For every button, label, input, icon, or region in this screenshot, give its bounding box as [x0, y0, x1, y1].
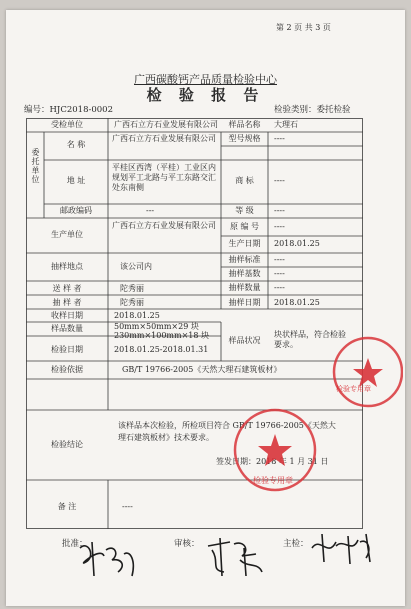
grade-value: ----: [274, 206, 285, 215]
original-no-value: ----: [274, 222, 285, 231]
sample-quantity-label: 样品数量: [51, 324, 83, 333]
sample-state-label: 样品状况: [228, 336, 261, 345]
inspected-unit-value: 广西石立方石业发展有限公司: [114, 120, 218, 129]
sampling-date-label: 抽样日期: [228, 298, 261, 307]
postcode-label: 邮政编码: [60, 206, 92, 215]
report-title: 检 验 报 告: [146, 86, 265, 104]
client-address-label: 地 址: [66, 176, 86, 185]
sampling-standard-label: 抽样标准: [228, 255, 261, 264]
review-label: 审核：: [174, 539, 200, 549]
test-basis-label: 检验依据: [51, 365, 83, 374]
inspection-type: 检验类别：委托检验: [274, 105, 351, 115]
test-basis-value: GB/T 19766-2005《天然大理石建筑板材》: [122, 365, 282, 374]
sampling-quantity-label: 抽样数量: [228, 283, 261, 292]
seal-right-text: 检验专用章: [336, 385, 371, 393]
model-label: 型号规格: [228, 134, 261, 143]
sampler-value: 陀秀丽: [120, 298, 144, 307]
postcode-value: ---: [146, 206, 155, 215]
sample-quantity-value-1: 50mm×50mm×29 块: [114, 322, 199, 331]
model-value: ----: [274, 134, 285, 143]
producer-label: 生产单位: [51, 230, 83, 239]
receive-date-value: 2018.01.25: [114, 311, 160, 320]
center-name: 广西碳酸钙产品质量检验中心: [134, 73, 277, 86]
remarks-label: 备 注: [57, 502, 77, 511]
sampling-base-label: 抽样基数: [228, 269, 261, 278]
sampling-base-value: ----: [274, 269, 285, 278]
approve-label: 批准：: [62, 539, 88, 549]
sample-name-value: 大理石: [274, 120, 298, 129]
conclusion-label: 检验结论: [51, 440, 83, 449]
sample-name-label: 样品名称: [228, 120, 261, 129]
conclusion-value: 该样品本次检验，所检项目符合 GB/T 19766-2005《天然大理石建筑板材》技术要求。: [118, 421, 336, 442]
grade-label: 等 级: [235, 206, 254, 215]
test-date-value: 2018.01.25-2018.01.31: [114, 345, 209, 354]
production-date-label: 生产日期: [228, 239, 261, 248]
sampling-place-label: 抽样地点: [51, 262, 83, 271]
original-no-label: 原 编 号: [229, 222, 260, 231]
client-address-value: 平桂区西湾（平桂）工业区内规划平工北路与平工东路交汇处东南侧: [112, 163, 216, 192]
main-tester-signature: [308, 528, 378, 568]
sampling-standard-value: ----: [274, 255, 285, 264]
sample-state-value: 块状样品，符合检验要求。: [274, 330, 346, 349]
deliverer-value: 陀秀丽: [120, 284, 144, 293]
sampling-date-value: 2018.01.25: [274, 298, 320, 307]
sample-quantity-value-2: 230mm×100mm×18 块: [114, 331, 210, 340]
trademark-label: 商 标: [235, 176, 254, 185]
reviewer-signature: [200, 532, 270, 580]
client-name-value: 广西石立方石业发展有限公司: [112, 134, 216, 143]
inspection-seal-right: [323, 332, 403, 412]
issue-date: 签发日期：2018 年 1 月 31 日: [216, 457, 329, 466]
test-date-label: 检验日期: [51, 345, 83, 354]
report-number: 编号：HJC2018-0002: [24, 105, 113, 115]
seal-center-text: 检验专用章: [253, 476, 293, 485]
approver-signature: [74, 536, 144, 582]
sampler-label: 抽 样 者: [52, 298, 82, 307]
remarks-value: ----: [122, 502, 133, 511]
inspected-unit-label: 受检单位: [51, 120, 83, 129]
production-date-value: 2018.01.25: [274, 239, 320, 248]
client-label: 委托单位: [31, 148, 40, 184]
producer-value: 广西石立方石业发展有限公司: [112, 221, 216, 230]
main-test-label: 主检：: [283, 539, 309, 549]
sampling-quantity-value: ----: [274, 283, 285, 292]
trademark-value: ----: [274, 176, 285, 185]
page-number: 第 2 页 共 3 页: [276, 23, 331, 32]
client-name-label: 名 称: [66, 140, 86, 149]
deliverer-label: 送 样 者: [52, 284, 82, 293]
receive-date-label: 收样日期: [51, 311, 83, 320]
sampling-place-value: 该公司内: [120, 262, 152, 271]
